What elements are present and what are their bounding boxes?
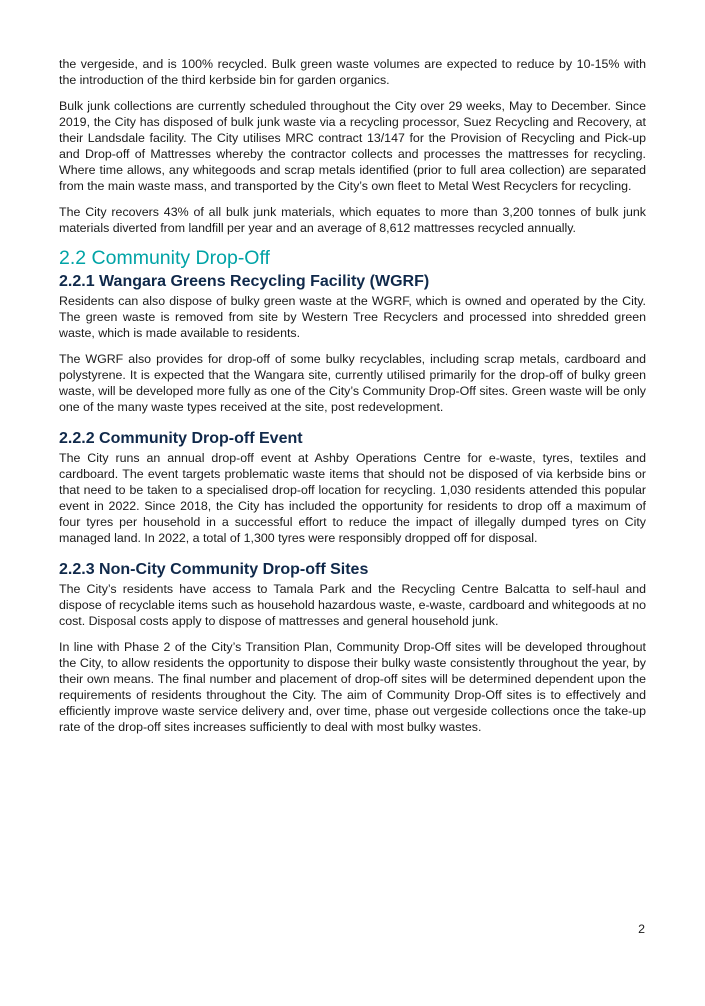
subsection-heading-wgrf: 2.2.1 Wangara Greens Recycling Facility (WGRF): [59, 273, 430, 290]
section-heading-community-drop-off: 2.2 Community Drop-Off: [59, 247, 270, 269]
intro-paragraph-3: The City recovers 43% of all bulk junk materials, which equates to more than 3,200 tonnes of bulk junk materials diverted from landfill per year and an average of 8,612 mattresses recycled annually.: [59, 205, 646, 235]
drop-off-event-paragraph-1: The City runs an annual drop-off event at Ashby Operations Centre for e-waste, tyres, textiles and cardboard. The event targets problematic waste items that should not be disposed of via kerbside bins or that need to be taken to a specialised drop-off location for recycling. 1,030 residents attended this popular event in 2022. Since 2018, the City has included the opportunity for residents to drop off a maximum of four tyres per household in a successful effort to reduce the impact of illegally dumped tyres on City managed land. In 2022, a total of 1,300 tyres were responsibly dropped off for disposal.: [59, 451, 646, 545]
intro-paragraph-2: Bulk junk collections are currently scheduled throughout the City over 29 weeks, May to December. Since 2019, the City has disposed of bulk junk waste via a recycling processor, Suez Recycling and Recovery, at their Landsdale facility. The City utilises MRC contract 13/147 for the Provision of Recycling and Pick-up and Drop-off of Mattresses whereby the contractor collects and processes the mattresses for recycling. Where time allows, any whitegoods and scrap metals identified (prior to full area collection) are separated from the main waste mass, and transported by the City’s own fleet to Metal West Recyclers for recycling.: [59, 99, 646, 193]
intro-paragraph-1: the vergeside, and is 100% recycled. Bulk green waste volumes are expected to reduce by 10-15% with the introduction of the third kerbside bin for garden organics.: [59, 57, 646, 87]
wgrf-paragraph-2: The WGRF also provides for drop-off of some bulky recyclables, including scrap metals, cardboard and polystyrene. It is expected that the Wangara site, currently utilised primarily for the drop-off of bulky green waste, will be developed more fully as one of the City’s Community Drop-Off sites. Green waste will be only one of the many waste types received at the site, post redevelopment.: [59, 352, 646, 414]
non-city-sites-paragraph-1: The City’s residents have access to Tamala Park and the Recycling Centre Balcatta to self-haul and dispose of recyclable items such as household hazardous waste, e-waste, cardboard and whitegoods at no cost. Disposal costs apply to dispose of mattresses and general household junk.: [59, 582, 646, 628]
subsection-heading-drop-off-event: 2.2.2 Community Drop-off Event: [59, 430, 303, 447]
subsection-heading-non-city-sites: 2.2.3 Non-City Community Drop-off Sites: [59, 561, 369, 578]
page-number: 2: [638, 922, 645, 936]
wgrf-paragraph-1: Residents can also dispose of bulky green waste at the WGRF, which is owned and operated by the City. The green waste is removed from site by Western Tree Recyclers and processed into shredded green waste, which is made available to residents.: [59, 294, 646, 340]
document-page: [59, 56, 646, 745]
non-city-sites-paragraph-2: In line with Phase 2 of the City’s Transition Plan, Community Drop-Off sites will be developed throughout the City, to allow residents the opportunity to dispose their bulky waste consistently throughout the year, by their own means. The final number and placement of drop-off sites will be determined dependent upon the requirements of residents throughout the City. The aim of Community Drop-Off sites is to effectively and efficiently improve waste service delivery and, over time, phase out vergeside collections once the take-up rate of the drop-off sites increases sufficiently to deal with most bulky wastes.: [59, 640, 646, 734]
